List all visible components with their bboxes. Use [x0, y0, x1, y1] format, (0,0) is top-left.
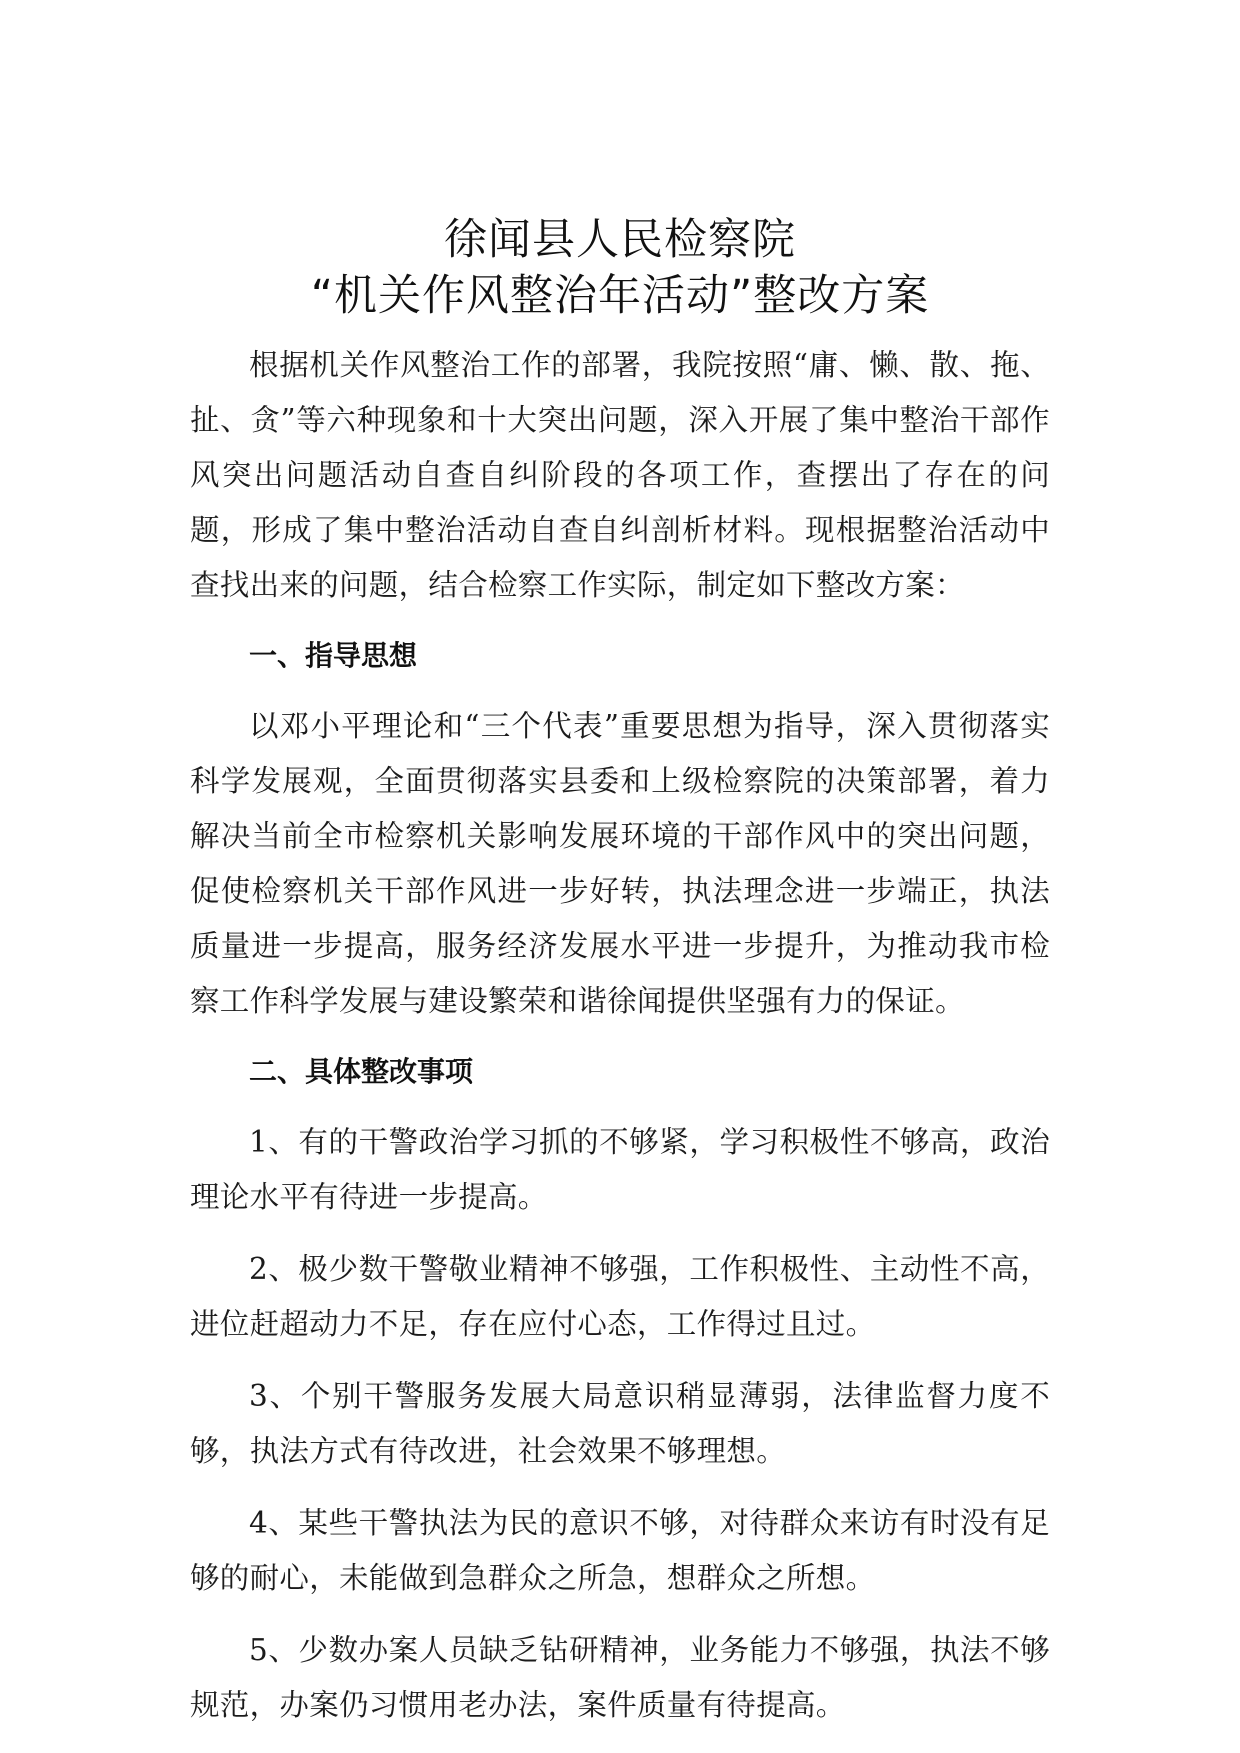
rectification-item-1: 1、有的干警政治学习抓的不够紧，学习积极性不够高，政治理论水平有待进一步提高。	[190, 1125, 1050, 1214]
intro-paragraph: 根据机关作风整治工作的部署，我院按照“庸、懒、散、拖、扯、贪”等六种现象和十大突出问题，深入开展了集中整治干部作风突出问题活动自查自纠阶段的各项工作，查摆出了存在的问题，形成了集中整治活动自查自纠剖析材料。现根据整治活动中查找出来的问题，结合检察工作实际，制定如下整改方案：	[190, 348, 1050, 602]
title-line-plan: “机关作风整治年活动”整改方案	[310, 271, 930, 321]
document-body	[190, 338, 1050, 1750]
rectification-item-2: 2、极少数干警敬业精神不够强，工作积极性、主动性不高，进位赶超动力不足，存在应付心态，工作得过且过。	[190, 1252, 1050, 1341]
rectification-item-3: 3、个别干警服务发展大局意识稍显薄弱，法律监督力度不够，执法方式有待改进，社会效果不够理想。	[190, 1379, 1050, 1468]
section-heading-guiding-ideology: 一、指导思想	[249, 639, 418, 672]
rectification-item-4: 4、某些干警执法为民的意识不够，对待群众来访有时没有足够的耐心，未能做到急群众之所急，想群众之所想。	[190, 1506, 1050, 1595]
section-heading-rectification-items: 二、具体整改事项	[249, 1055, 474, 1088]
rectification-item-5: 5、少数办案人员缺乏钻研精神，业务能力不够强，执法不够规范，办案仍习惯用老办法，案件质量有待提高。	[190, 1633, 1050, 1722]
title-line-organization: 徐闻县人民检察院	[444, 215, 796, 265]
document-title	[0, 212, 1240, 324]
guiding-ideology-paragraph: 以邓小平理论和“三个代表”重要思想为指导，深入贯彻落实科学发展观，全面贯彻落实县委和上级检察院的决策部署，着力解决当前全市检察机关影响发展环境的干部作风中的突出问题，促使检察机关干部作风进一步好转，执法理念进一步端正，执法质量进一步提高，服务经济发展水平进一步提升，为推动我市检察工作科学发展与建设繁荣和谐徐闻提供坚强有力的保证。	[190, 709, 1050, 1018]
